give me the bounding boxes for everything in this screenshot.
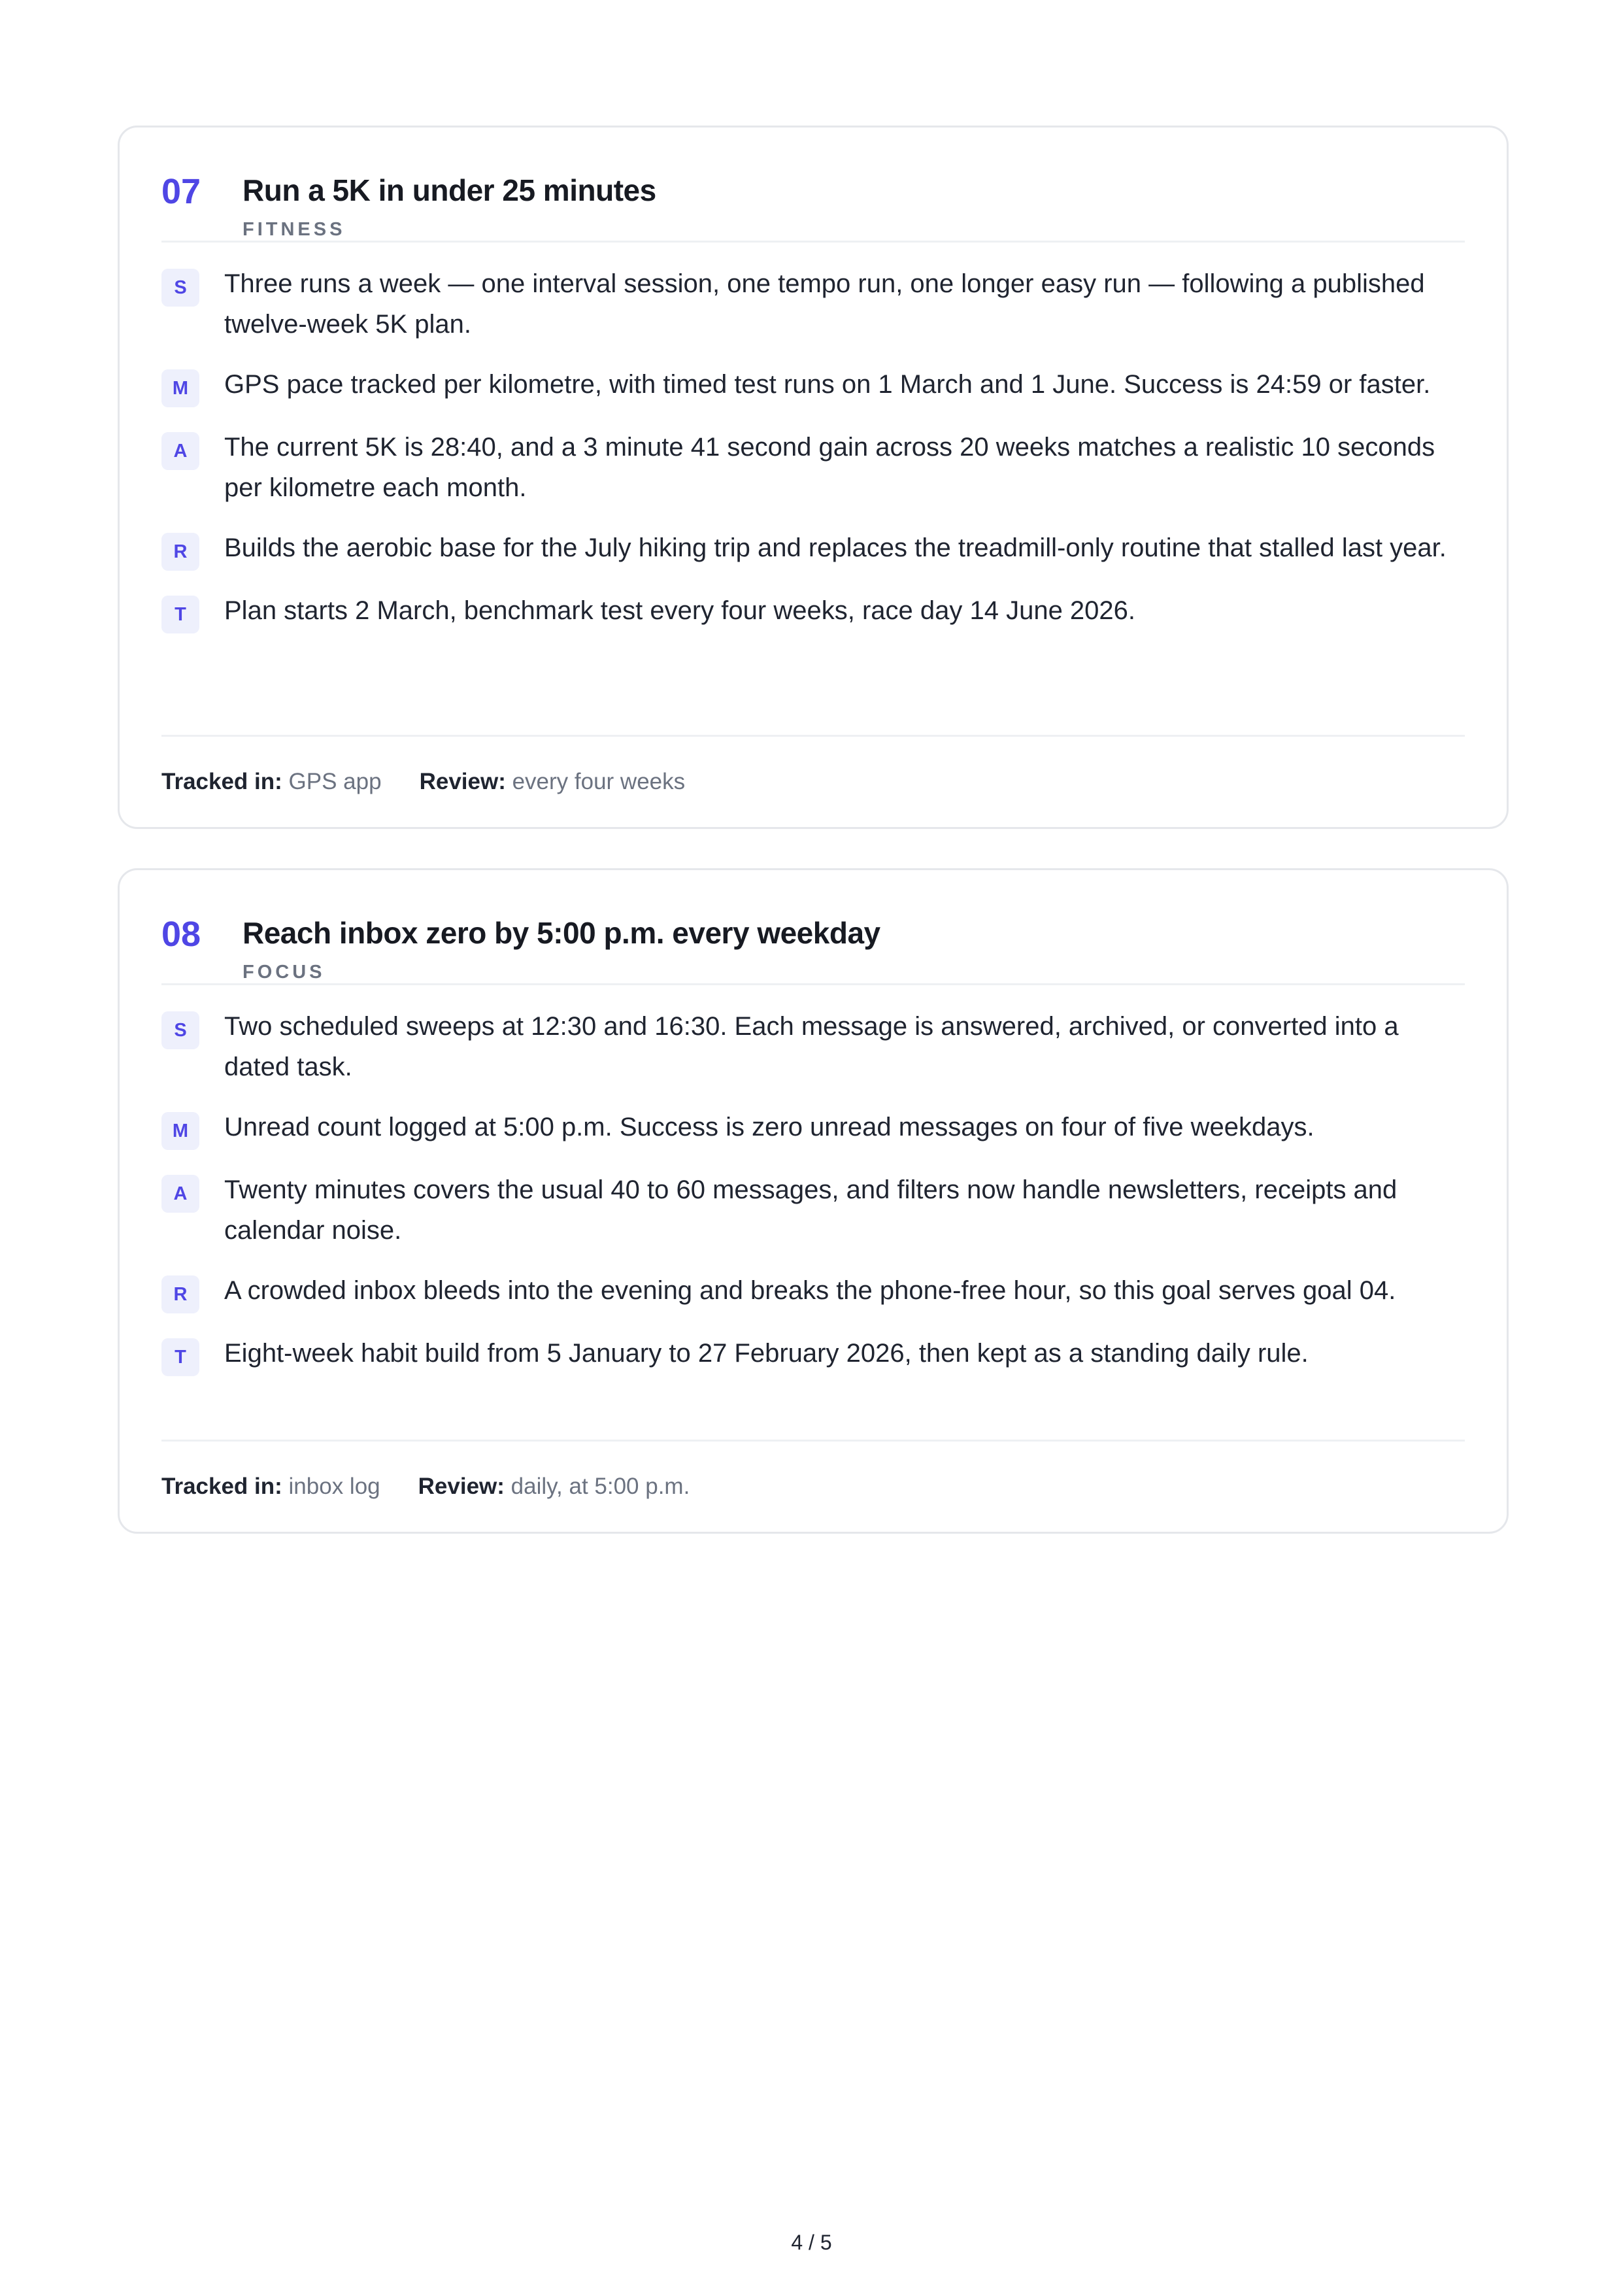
criterion-text: Two scheduled sweeps at 12:30 and 16:30. Each message is answered, archived, or converted into a dated task. bbox=[224, 1012, 1399, 1081]
review-value: every four weeks bbox=[512, 769, 686, 794]
goal-category: FITNESS bbox=[243, 219, 346, 240]
goal-footer bbox=[161, 735, 1465, 827]
tracked-in-value: GPS app bbox=[288, 769, 382, 794]
goal-footer bbox=[161, 1440, 1465, 1532]
criterion-text: Unread count logged at 5:00 p.m. Success is zero unread messages on four of five weekdays. bbox=[224, 1113, 1314, 1141]
criterion-achievable bbox=[161, 1170, 1465, 1251]
review-value: daily, at 5:00 p.m. bbox=[510, 1474, 690, 1499]
tracked-in-label: Tracked in: bbox=[161, 769, 289, 794]
review-label: Review: bbox=[418, 1474, 511, 1499]
smart-criteria-list bbox=[161, 985, 1465, 1376]
criterion-text: The current 5K is 28:40, and a 3 minute 41 second gain across 20 weeks matches a realistic 10 seconds per kilometre each month. bbox=[224, 433, 1435, 502]
goal-title: Reach inbox zero by 5:00 p.m. every weekday bbox=[243, 916, 880, 950]
tracked-in bbox=[161, 769, 382, 795]
criterion-text: Three runs a week — one interval session, one tempo run, one longer easy run — following a published twelve-week 5K plan. bbox=[224, 269, 1425, 339]
tracked-in-label: Tracked in: bbox=[161, 1474, 289, 1499]
tracked-in bbox=[161, 1474, 380, 1500]
criterion-text: A crowded inbox bleeds into the evening and breaks the phone-free hour, so this goal serves goal 04. bbox=[224, 1276, 1396, 1305]
criterion-badge: S bbox=[161, 269, 199, 307]
criterion-badge: R bbox=[161, 1275, 199, 1313]
review-label: Review: bbox=[419, 769, 512, 794]
page-number: 4 / 5 bbox=[791, 2231, 832, 2254]
criterion-time-bound bbox=[161, 590, 1465, 633]
criterion-badge: R bbox=[161, 533, 199, 571]
goal-number: 08 bbox=[161, 915, 201, 954]
criterion-badge: A bbox=[161, 1175, 199, 1213]
criterion-text: Plan starts 2 March, benchmark test every four weeks, race day 14 June 2026. bbox=[224, 596, 1136, 625]
review bbox=[420, 769, 686, 795]
review bbox=[418, 1474, 690, 1500]
criterion-badge: M bbox=[161, 369, 199, 407]
goal-header bbox=[161, 870, 1465, 985]
goal-card-07 bbox=[118, 126, 1509, 829]
criterion-badge: M bbox=[161, 1112, 199, 1150]
criterion-relevant bbox=[161, 1270, 1465, 1313]
criterion-badge: T bbox=[161, 596, 199, 633]
criterion-text: Twenty minutes covers the usual 40 to 60 messages, and filters now handle newsletters, receipts and calendar noise. bbox=[224, 1175, 1397, 1245]
criterion-text: Builds the aerobic base for the July hiking trip and replaces the treadmill-only routine that stalled last year. bbox=[224, 533, 1447, 562]
goal-number: 07 bbox=[161, 172, 201, 211]
criterion-measurable bbox=[161, 1107, 1465, 1150]
goal-header bbox=[161, 127, 1465, 243]
criterion-specific bbox=[161, 1006, 1465, 1087]
criterion-badge: S bbox=[161, 1011, 199, 1049]
criterion-achievable bbox=[161, 427, 1465, 508]
criterion-relevant bbox=[161, 528, 1465, 571]
criterion-specific bbox=[161, 263, 1465, 345]
goal-card-08 bbox=[118, 868, 1509, 1534]
criterion-text: GPS pace tracked per kilometre, with timed test runs on 1 March and 1 June. Success is 24:59 or faster. bbox=[224, 370, 1431, 399]
goal-title: Run a 5K in under 25 minutes bbox=[243, 173, 656, 207]
criterion-badge: A bbox=[161, 432, 199, 470]
criterion-text: Eight-week habit build from 5 January to 27 February 2026, then kept as a standing daily rule. bbox=[224, 1339, 1309, 1368]
criterion-badge: T bbox=[161, 1338, 199, 1376]
criterion-measurable bbox=[161, 364, 1465, 407]
criterion-time-bound bbox=[161, 1333, 1465, 1376]
goal-category: FOCUS bbox=[243, 962, 326, 983]
tracked-in-value: inbox log bbox=[288, 1474, 380, 1499]
smart-criteria-list bbox=[161, 243, 1465, 633]
